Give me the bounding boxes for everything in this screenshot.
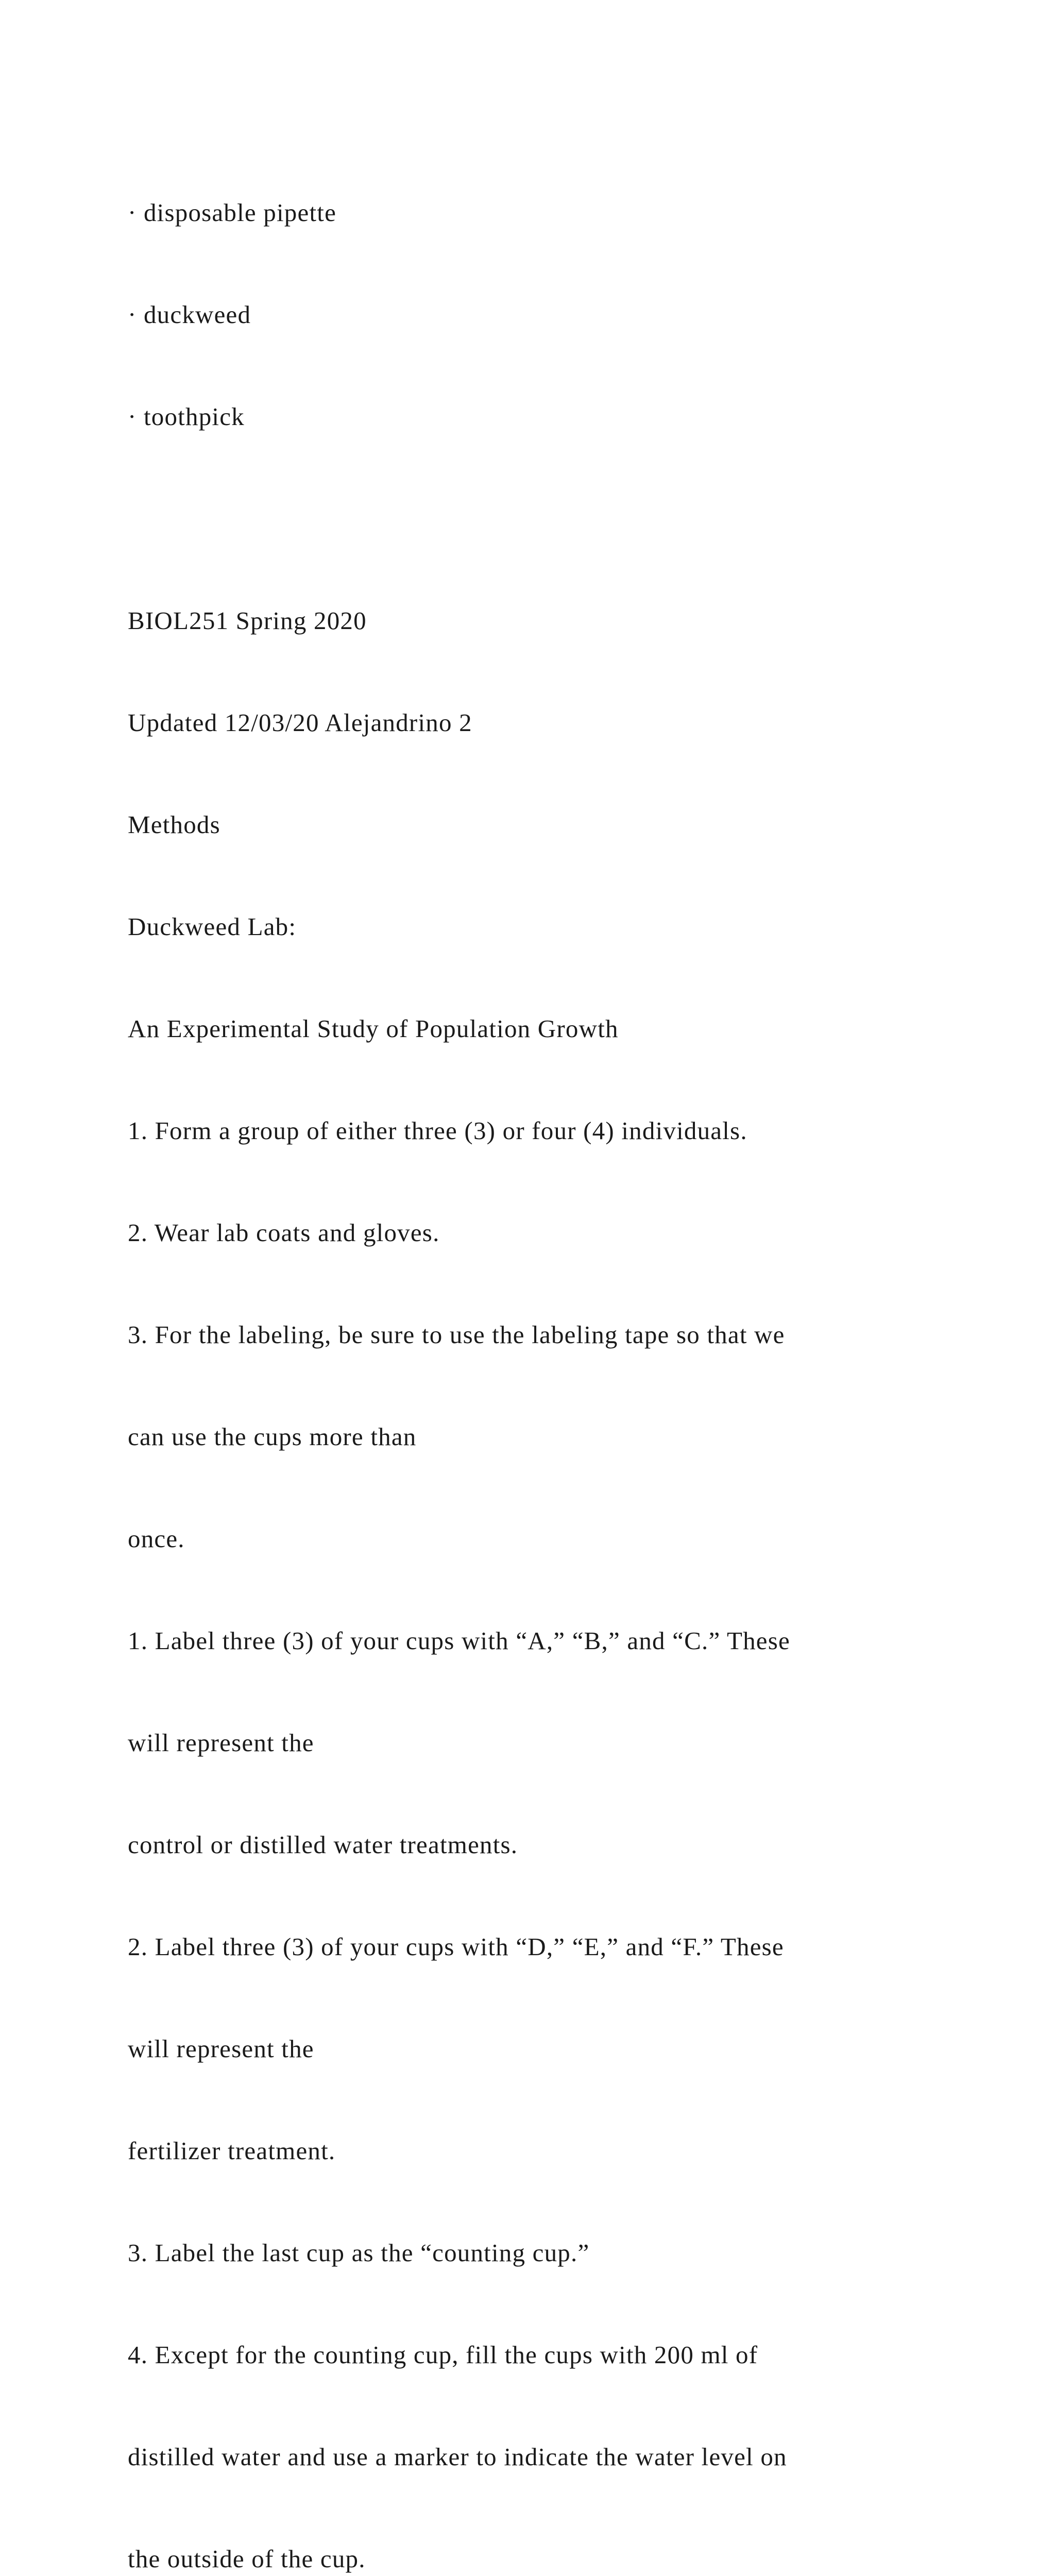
text-line: distilled water and use a marker to indicate the water level on bbox=[128, 2443, 787, 2471]
text-line: control or distilled water treatments. bbox=[128, 1831, 518, 1859]
text-line: can use the cups more than bbox=[128, 1422, 417, 1451]
course-header: BIOL251 Spring 2020 bbox=[128, 606, 367, 635]
text-line: fertilizer treatment. bbox=[128, 2137, 336, 2165]
section-title: Methods bbox=[128, 810, 220, 839]
lab-subtitle: An Experimental Study of Population Growth bbox=[128, 1014, 619, 1043]
update-header: Updated 12/03/20 Alejandrino 2 bbox=[128, 708, 472, 737]
text-line: 2. Wear lab coats and gloves. bbox=[128, 1218, 440, 1247]
text-line: 3. Label the last cup as the “counting cup.” bbox=[128, 2239, 590, 2267]
text-line: 2. Label three (3) of your cups with “D,” “E,” and “F.” These bbox=[128, 1933, 784, 1961]
paragraph-gap bbox=[128, 502, 1003, 536]
text-line: 3. For the labeling, be sure to use the labeling tape so that we bbox=[128, 1320, 785, 1349]
materials-item-pipette: · disposable pipette bbox=[128, 198, 337, 227]
document-text bbox=[128, 128, 1003, 2576]
lab-title: Duckweed Lab: bbox=[128, 912, 297, 941]
text-line: 1. Form a group of either three (3) or four (4) individuals. bbox=[128, 1116, 747, 1145]
text-line: 1. Label three (3) of your cups with “A,” “B,” and “C.” These bbox=[128, 1626, 790, 1655]
text-line: 4. Except for the counting cup, fill the cups with 200 ml of bbox=[128, 2341, 758, 2369]
text-line: the outside of the cup. bbox=[128, 2545, 366, 2573]
text-line: once. bbox=[128, 1524, 185, 1553]
materials-item-toothpick: · toothpick bbox=[128, 402, 245, 431]
materials-item-duckweed: · duckweed bbox=[128, 300, 251, 329]
text-line: will represent the bbox=[128, 1728, 314, 1757]
text-line: will represent the bbox=[128, 2035, 314, 2063]
